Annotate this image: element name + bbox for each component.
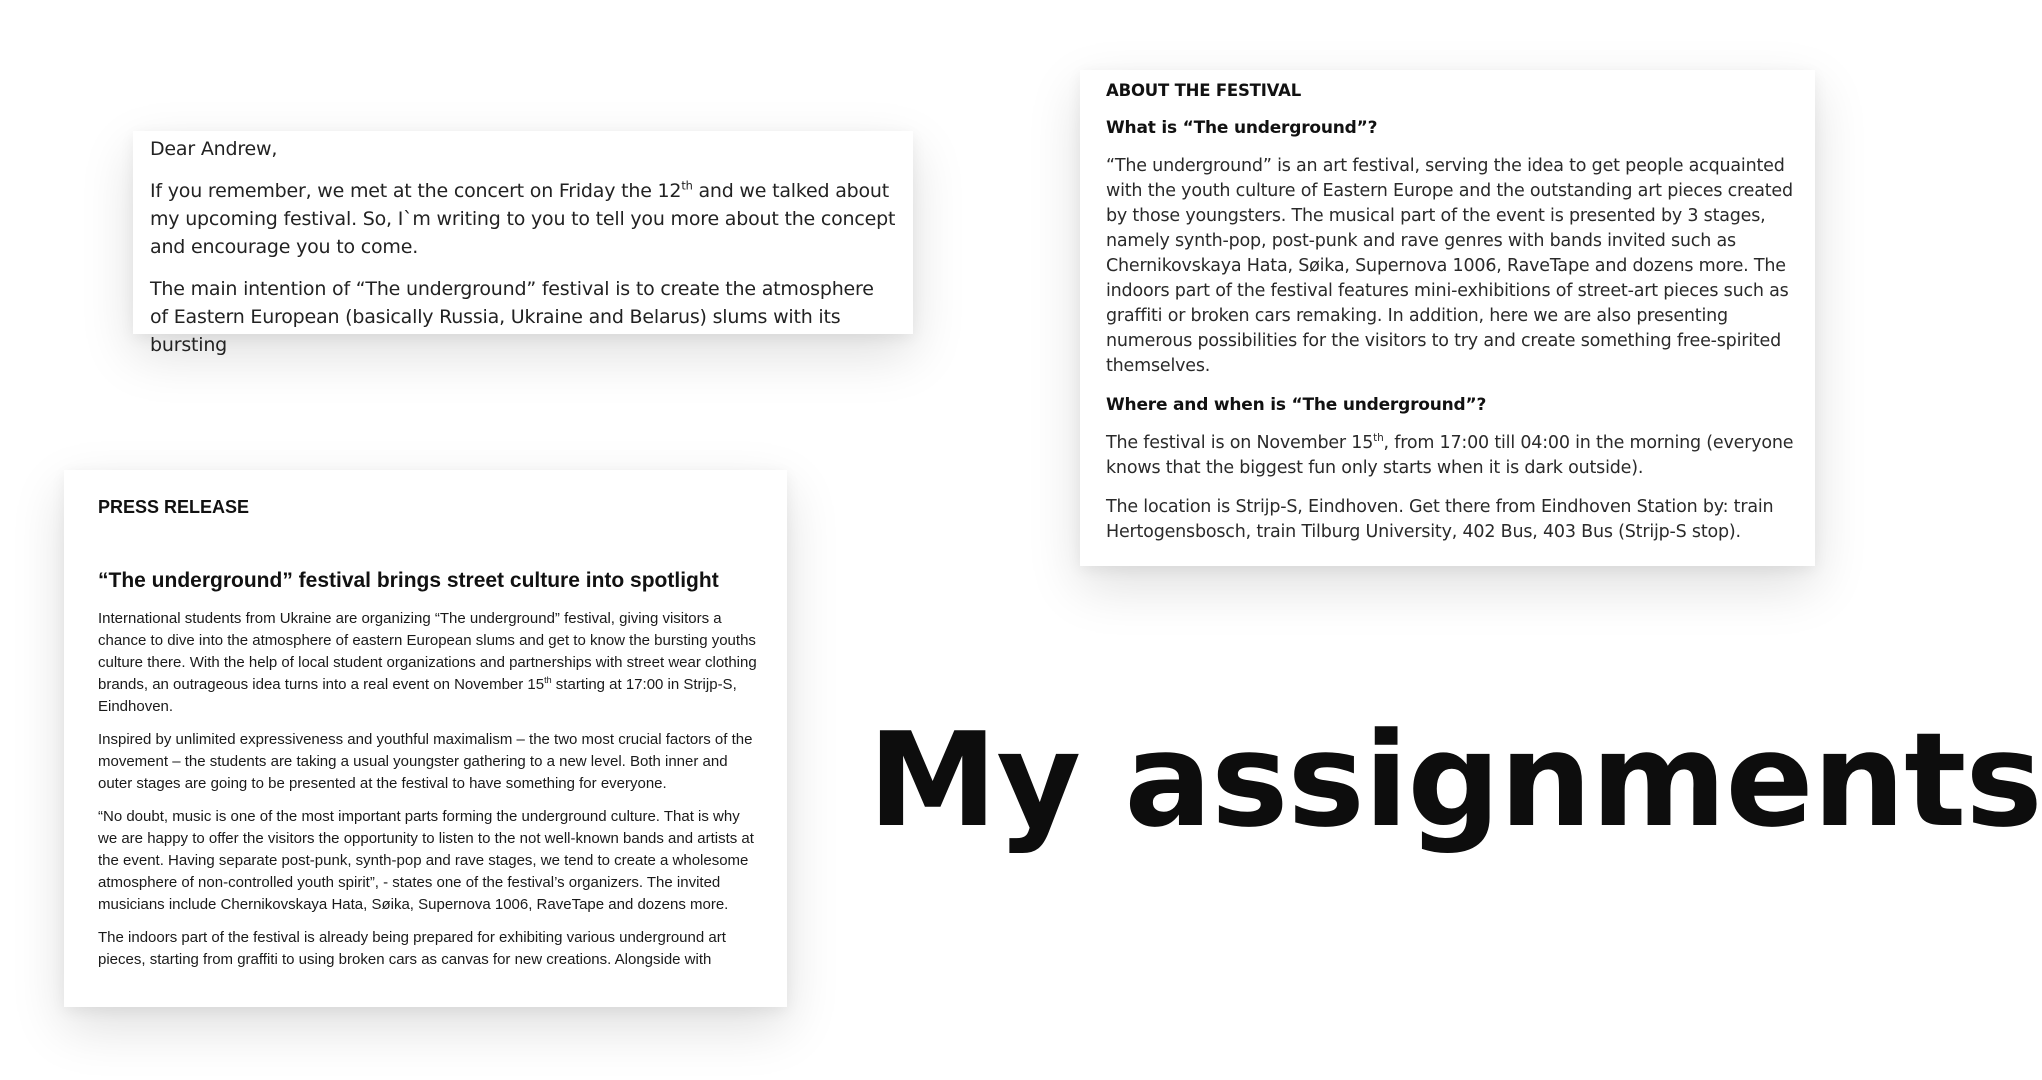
press-p1-superscript: th: [544, 675, 552, 685]
press-release-document: [64, 470, 787, 1007]
press-paragraph-1: [98, 608, 761, 718]
about-a2-superscript: th: [1373, 432, 1384, 445]
letter-p1-superscript: th: [681, 178, 693, 193]
about-question-1: What is “The underground”?: [1106, 118, 1378, 138]
press-release-label: PRESS RELEASE: [98, 497, 250, 517]
about-a2-text-a: The festival is on November 15: [1106, 433, 1374, 453]
press-paragraph-4: The indoors part of the festival is already being prepared for exhibiting various underground art pieces, starting from graffiti to using broken cars as canvas for new creations. Alongside with: [98, 929, 726, 968]
letter-paragraph-2: The main intention of “The underground” festival is to create the atmosphere of Eastern European (basically Russia, Ukraine and Belarus) slums with its bursting: [150, 278, 874, 356]
about-festival-document: [1080, 70, 1815, 566]
press-release-headline: “The underground” festival brings street culture into spotlight: [98, 569, 719, 592]
about-question-2: Where and when is “The underground”?: [1106, 395, 1487, 415]
about-answer-3: The location is Strijp-S, Eindhoven. Get there from Eindhoven Station by: train Hertogensbosch, train Tilburg University, 402 Bus, 403 Bus (Strijp-S stop).: [1106, 497, 1774, 542]
letter-p1-text-b: and we talked about my upcoming festival. So, I`m writing to you to tell you more about the concept and encourage you to come.: [150, 180, 896, 258]
press-paragraph-3: “No doubt, music is one of the most important parts forming the underground culture. That is why we are happy to offer the visitors the opportunity to listen to the not well-known bands and artists at the event. Having separate post-punk, synth-pop and rave stages, we tend to create a wholesome atmosphere of non-controlled youth spirit”, - states one of the festival’s organizers. The invited musicians include Chernikovskaya Hata, Søika, Supernova 1006, RaveTape and dozens more.: [98, 808, 754, 913]
about-answer-1: “The underground” is an art festival, serving the idea to get people acquainted with the youth culture of Eastern Europe and the outstanding art pieces created by those youngsters. The musical part of the event is presented by 3 stages, namely synth-pop, post-punk and rave genres with bands invited such as Chernikovskaya Hata, Søika, Supernova 1006, RaveTape and dozens more. The indoors part of the festival features mini-exhibitions of street-art pieces such as graffiti or broken cars remaking. In addition, here we are also presenting numerous possibilities for the visitors to try and create something free-spirited themselves.: [1106, 156, 1793, 376]
about-a2-text-b: , from 17:00 till 04:00 in the morning (everyone knows that the biggest fun only starts when it is dark outside).: [1106, 433, 1794, 478]
letter-greeting: Dear Andrew,: [150, 138, 278, 160]
slide-title: My assignments: [868, 704, 2042, 856]
letter-paragraph-1: [150, 177, 897, 261]
about-heading: ABOUT THE FESTIVAL: [1106, 81, 1302, 100]
about-answer-2: [1106, 431, 1795, 481]
press-paragraph-2: Inspired by unlimited expressiveness and youthful maximalism – the two most crucial factors of the movement – the students are taking a usual youngster gathering to a new level. Both inner and outer stages are going to be presented at the festival to have something for everyone.: [98, 731, 753, 792]
letter-document: [133, 131, 913, 356]
press-p1-text-b: starting at 17:00 in Strijp-S, Eindhoven.: [98, 676, 737, 715]
press-p1-text-a: International students from Ukraine are organizing “The underground” festival, giving visitors a chance to dive into the atmosphere of eastern European slums and get to know the bursting youths culture there. With the help of local student organizations and partnerships with street wear clothing brands, an outrageous idea turns into a real event on November 15: [98, 610, 757, 693]
letter-p1-text-a: If you remember, we met at the concert on Friday the 12: [150, 180, 682, 202]
